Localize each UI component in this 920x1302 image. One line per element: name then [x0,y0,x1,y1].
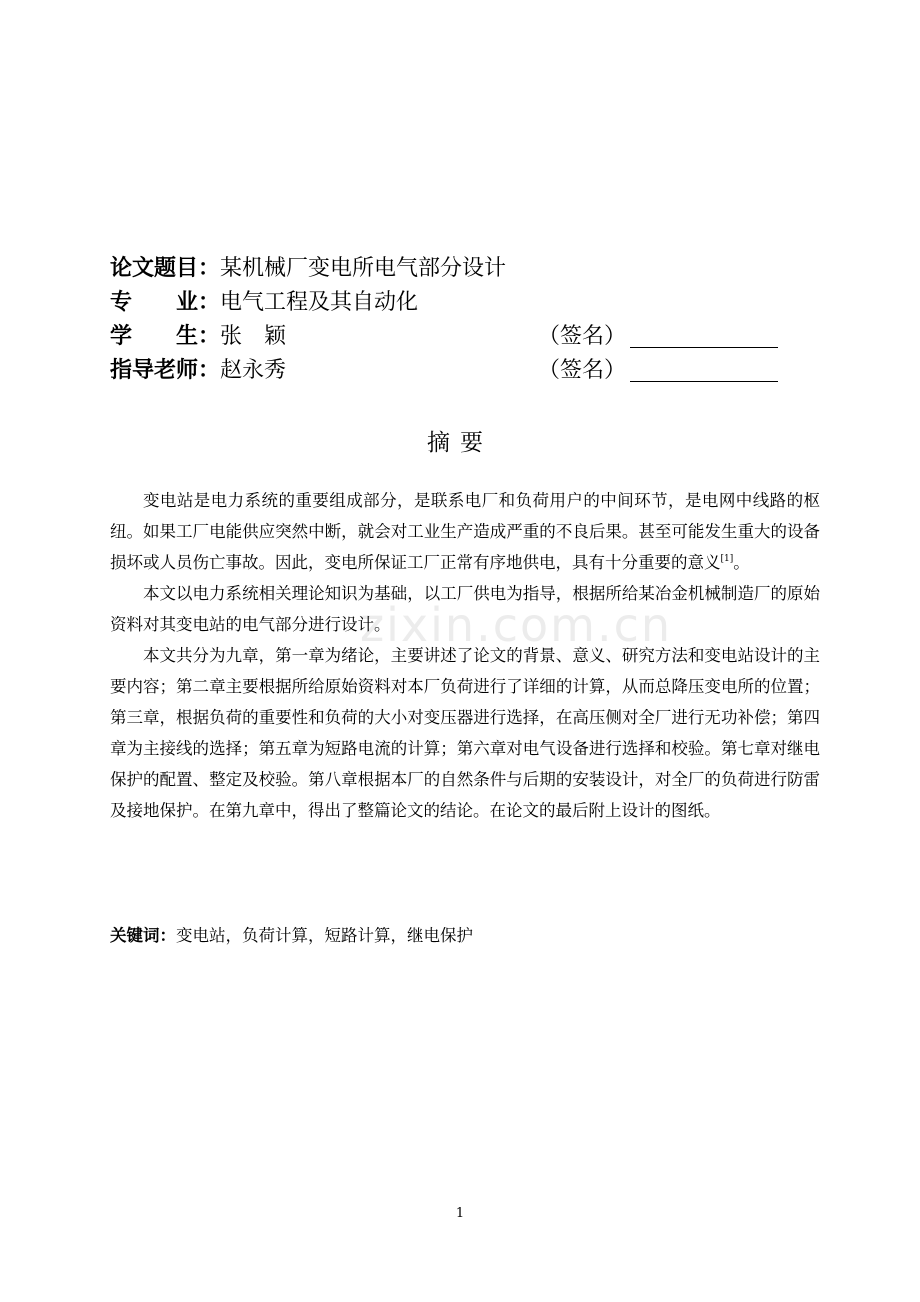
signature-label: （签名） [538,324,627,349]
info-colon: ： [198,290,221,315]
page-number: 1 [455,1206,465,1221]
signature-label: （签名） [538,358,627,383]
info-label: 论文题目 [110,256,199,281]
abstract-paragraph-2: 本文以电力系统相关理论知识为基础，以工厂供电为指导，根据所给某冶金机械制造厂的原始资料对其变电站的电气部分进行设计。 [110,584,820,634]
signature-line [630,354,778,382]
signature-line [630,320,778,348]
paragraph-text: 变电站是电力系统的重要组成部分，是联系电厂和负荷用户的中间环节，是电网中线路的枢纽。如果工厂电能供应突然中断，就会对工业生产造成严重的不良后果。甚至可能发生重大的设备损坏或人员伤亡事故。因此，变电所保证工厂正常有序地供电，具有十分重要的意义 [110,491,820,572]
major-value: 电气工程及其自动化 [220,290,419,315]
keywords-label: 关键词： [110,926,176,945]
abstract-paragraph-1 [110,485,820,578]
info-label: 学 生 [110,324,199,349]
info-row-major [110,286,790,320]
advisor-name: 赵永秀 [220,358,287,383]
info-row-advisor [110,354,790,388]
info-colon: ： [198,358,221,383]
paragraph-end: 。 [733,553,750,572]
info-colon: ： [198,324,221,349]
info-row-student [110,320,790,354]
watermark: zixin.com.cn [360,598,673,652]
abstract-title: 摘要 [427,430,493,456]
info-colon: ： [198,256,221,281]
abstract-paragraph-3: 本文共分为九章，第一章为绪论，主要讲述了论文的背景、意义、研究方法和变电站设计的主要内容；第二章主要根据所给原始资料对本厂负荷进行了详细的计算，从而总降压变电所的位置；第三章，根据负荷的重要性和负荷的大小对变压器进行选择，在高压侧对全厂进行无功补偿；第四章为主接线的选择；第五章为短路电流的计算；第六章对电气设备进行选择和校验。第七章对继电保护的配置、整定及校验。第八章根据本厂的自然条件与后期的安装设计，对全厂的负荷进行防雷及接地保护。在第九章中，得出了整篇论文的结论。在论文的最后附上设计的图纸。 [110,646,820,820]
keywords-line [110,922,473,950]
abstract-body [110,485,820,826]
keywords-value: 变电站，负荷计算，短路计算，继电保护 [176,926,473,945]
thesis-info-block [110,252,790,388]
thesis-title: 某机械厂变电所电气部分设计 [220,256,507,281]
student-name: 张 颖 [220,324,287,349]
info-label: 专 业 [110,290,199,315]
info-row-title [110,252,790,286]
info-label: 指导老师 [110,358,199,383]
citation-ref: [1] [720,554,734,564]
